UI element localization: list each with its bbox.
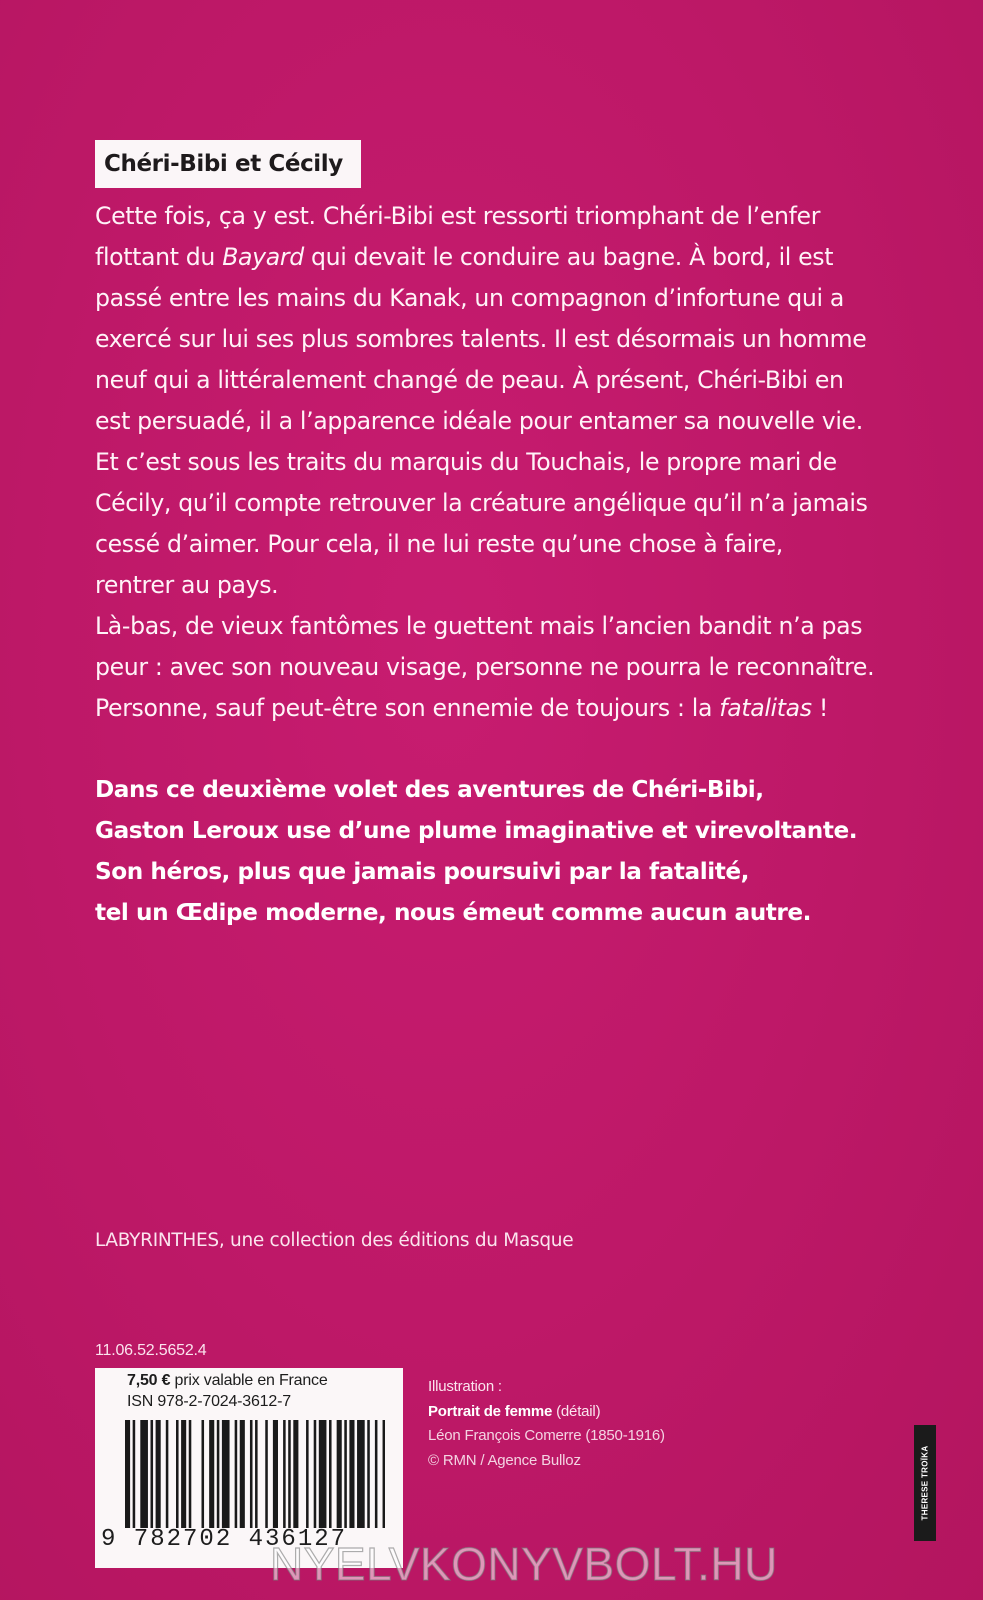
highlight-text — [95, 769, 915, 933]
barcode-bar — [217, 1420, 220, 1528]
barcode-bar — [209, 1420, 214, 1528]
synopsis-line — [95, 278, 915, 319]
book-title: Chéri-Bibi et Cécily — [104, 151, 343, 177]
synopsis-text-segment: Et c’est sous les traits du marquis du Touchais, le propre mari de — [95, 448, 837, 476]
credits-work-line — [428, 1400, 665, 1425]
synopsis-text-segment: rentrer au pays. — [95, 571, 279, 599]
synopsis-text — [95, 196, 915, 729]
synopsis-line — [95, 565, 915, 606]
synopsis-line — [95, 360, 915, 401]
synopsis-text-segment: qui devait le conduire au bagne. À bord, il est — [303, 243, 834, 271]
barcode-bar — [240, 1420, 245, 1528]
price-amount: 7,50 € — [127, 1372, 171, 1389]
credits-detail: (détail) — [552, 1402, 601, 1420]
barcode-bar — [255, 1420, 258, 1528]
synopsis-line — [95, 196, 915, 237]
barcode-bar — [176, 1420, 179, 1528]
synopsis-italic-segment: fatalitas — [719, 694, 812, 722]
barcode-bar — [166, 1420, 169, 1528]
synopsis-line — [95, 688, 915, 729]
price-note: prix valable en France — [170, 1372, 328, 1389]
barcode-digits: 9 782702 436127 — [101, 1526, 348, 1553]
barcode-bar — [349, 1420, 354, 1528]
synopsis-text-segment: cessé d’aimer. Pour cela, il ne lui reste qu’une chose à faire, — [95, 530, 783, 558]
synopsis-line — [95, 524, 915, 565]
synopsis-text-segment: flottant du — [95, 243, 223, 271]
barcode-bar — [329, 1420, 332, 1528]
barcode-bar — [181, 1420, 186, 1528]
collection-line: LABYRINTHES, une collection des éditions du Masque — [95, 1230, 574, 1251]
credits-work: Portrait de femme — [428, 1402, 553, 1420]
illustration-credits — [428, 1375, 665, 1473]
barcode-bar — [306, 1420, 309, 1528]
barcode-bar — [344, 1420, 347, 1528]
site-watermark: NYELVKONYVBOLT.HU — [270, 1538, 778, 1590]
credits-copyright: © RMN / Agence Bulloz — [428, 1451, 581, 1469]
synopsis-text-segment: Personne, sauf peut-être son ennemie de toujours : la — [95, 694, 720, 722]
synopsis-text-segment: passé entre les mains du Kanak, un compagnon d’infortune qui a — [95, 284, 844, 312]
barcode-bar — [273, 1420, 278, 1528]
barcode-bar — [202, 1420, 205, 1528]
barcode-bar — [125, 1420, 130, 1528]
synopsis-line — [95, 442, 915, 483]
publisher-logo — [914, 1425, 936, 1541]
book-title-label — [95, 140, 361, 188]
barcode-bar — [283, 1420, 286, 1528]
synopsis-text-segment: exercé sur lui ses plus sombres talents. Il est désormais un homme — [95, 325, 867, 353]
barcode-bar — [383, 1420, 385, 1528]
synopsis-text-segment: Cécily, qu’il compte retrouver la créature angélique qu’il n’a jamais — [95, 489, 868, 517]
synopsis-line — [95, 483, 915, 524]
credits-artist: Léon François Comerre (1850-1916) — [428, 1427, 665, 1444]
highlight-line: Gaston Leroux use d’une plume imaginative et virevoltante. — [95, 817, 858, 844]
barcode-bar — [288, 1420, 291, 1528]
highlight-line: Son héros, plus que jamais poursuivi par la fatalité, — [95, 858, 749, 885]
highlight-line: tel un Œdipe moderne, nous émeut comme aucun autre. — [95, 899, 812, 926]
synopsis-line — [95, 237, 915, 278]
product-code: 11.06.52.5652.4 — [95, 1342, 207, 1359]
synopsis-text-segment: neuf qui a littéralement changé de peau. À présent, Chéri-Bibi en — [95, 366, 844, 394]
synopsis-italic-segment: Bayard — [222, 243, 304, 271]
synopsis-text-segment: ! — [811, 694, 828, 722]
synopsis-text-segment: est persuadé, il a l’apparence idéale pour entamer sa nouvelle vie. — [95, 407, 863, 435]
synopsis-text-segment: Cette fois, ça y est. Chéri-Bibi est ressorti triomphant de l’enfer — [95, 202, 821, 230]
barcode-graphic — [125, 1420, 385, 1528]
synopsis-line — [95, 647, 915, 688]
synopsis-line — [95, 401, 915, 442]
barcode-bar — [151, 1420, 154, 1528]
synopsis-line — [95, 319, 915, 360]
barcode-bar — [319, 1420, 327, 1528]
barcode-bar — [189, 1420, 192, 1528]
isbn-line: ISN 978-2-7024-3612-7 — [127, 1393, 291, 1410]
barcode-bar — [367, 1420, 370, 1528]
barcode-bar — [375, 1420, 378, 1528]
barcode-bar — [265, 1420, 268, 1528]
synopsis-text-segment: Là-bas, de vieux fantômes le guettent mais l’ancien bandit n’a pas — [95, 612, 863, 640]
barcode-bar — [140, 1420, 148, 1528]
barcode-bar — [133, 1420, 136, 1528]
barcode-bar — [337, 1420, 342, 1528]
price-line — [127, 1372, 328, 1390]
synopsis-text-segment: peur : avec son nouveau visage, personne ne pourra le reconnaître. — [95, 653, 875, 681]
barcode-bar — [156, 1420, 161, 1528]
barcode-bar — [314, 1420, 317, 1528]
barcode-bar — [222, 1420, 230, 1528]
credits-label: Illustration : — [428, 1378, 502, 1395]
barcode-bar — [250, 1420, 253, 1528]
highlight-line: Dans ce deuxième volet des aventures de Chéri-Bibi, — [95, 776, 764, 803]
synopsis-line — [95, 606, 915, 647]
publisher-logo-text: THERESE TROÏKA — [920, 1445, 930, 1521]
barcode-bar — [235, 1420, 238, 1528]
barcode-bar — [357, 1420, 365, 1528]
barcode-bar — [293, 1420, 298, 1528]
